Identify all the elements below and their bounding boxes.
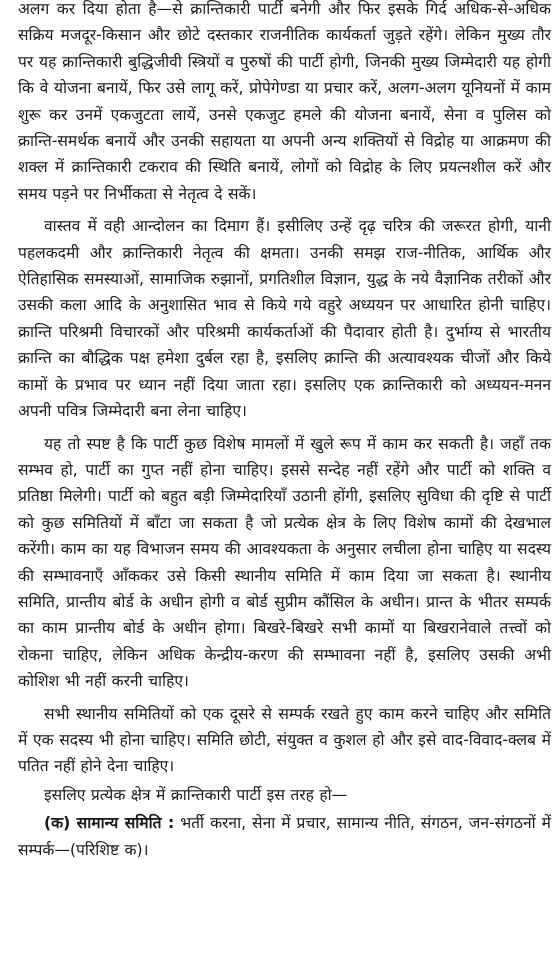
paragraph-local-committees: सभी स्थानीय समितियों को एक दूसरे से सम्पर्क रखते हुए काम करने चाहिए और समिति में एक सदस्य भी होना चाहिए। समिति छोटी, संयुक्त व कुशल हो और इसे वाद-विवाद-क्लब में पतित नहीं होने देना चाहिए। (18, 704, 551, 776)
list-item-label: (क) सामान्य समिति : (44, 814, 175, 833)
paragraph-list-intro: इसलिए प्रत्येक क्षेत्र में क्रान्तिकारी पार्टी इस तरह हो— (44, 785, 348, 804)
list-item-general-committee (18, 810, 551, 863)
paragraph-party-composition: अलग कर दिया होता है—से क्रान्तिकारी पार्टी बनेगी और फिर इसके गिर्द अधिक-से-अधिक सक्रिय मजदूर-किसान और छोटे दस्तकार राजनीतिक कार्यकर्ता जुड़ते रहेंगे। लेकिन मुख्य तौर पर यह क्रान्तिकारी बुद्धिजीवी स्त्रियों व पुरुषों की पार्टी होगी, जिनकी मुख्य जिम्मेदारी यह होगी कि वे योजना बनायें, फिर उसे लागू करें, प्रोपेगेण्डा या प्रचार करें, अलग-अलग यूनियनों में काम शुरू कर उनमें एकजुटता लायें, उनसे एकजुट हमले की योजना बनायें, सेना व पुलिस को क्रान्ति-समर्थक बनायें और उनकी सहायता या अपनी अन्य शक्तियों से विद्रोह या आक्रमण की शक्ल में क्रान्तिकारी टकराव की स्थिति बनायें, लोगों को विद्रोह के लिए प्रयत्नशील करें और समय पड़ने पर निर्भीकता से नेतृत्व दे सकें। (18, 0, 551, 203)
list-item-text: भर्ती करना, सेना में प्रचार, सामान्य नीति, संगठन, जन-संगठनों में सम्पर्क—(परिशिष्ट क)। (18, 814, 551, 859)
paragraph-party-committees: यह तो स्पष्ट है कि पार्टी कुछ विशेष मामलों में खुले रूप में काम कर सकती है। जहाँ तक सम्भव हो, पार्टी का गुप्त नहीं होना चाहिए। इससे सन्देह नहीं रहेंगे और पार्टी को शक्ति व प्रतिष्ठा मिलेगी। पार्टी को बहुत बड़ी जिम्मेदारियाँ उठानी होंगी, इसलिए सुविधा की दृष्टि से पार्टी को कुछ समितियों में बाँटा जा सकता है जो प्रत्येक क्षेत्र के लिए विशेष कामों की देखभाल करेंगी। काम का यह विभाजन समय की आवश्यकता के अनुसार लचीला होना चाहिए या सदस्य की सम्भावनाएँ आँककर उसे किसी स्थानीय समिति में काम दिया जा सकता है। स्थानीय समिति, प्रान्तीय बोर्ड के अधीन होगी व बोर्ड सुप्रीम कौंसिल के अधीन। प्रान्त के भीतर सम्पर्क का काम प्रान्तीय बोर्ड के अधीन होगा। बिखरे-बिखरे सभी कामों या बिखरानेवाले तत्त्वों को रोकना चाहिए, लेकिन अधिक केन्द्रीय-करण की सम्भावना नहीं है, इसलिए उसकी अभी कोशिश भी नहीं करनी चाहिए। (18, 434, 551, 691)
paragraph-brain-of-movement: वास्तव में वही आन्दोलन का दिमाग हैं। इसीलिए उन्हें दृढ़ चरित्र की जरूरत होगी, यानी पहलकदमी और क्रान्तिकारी नेतृत्व की क्षमता। उनकी समझ राज-नीतिक, आर्थिक और ऐतिहासिक समस्याओं, सामाजिक रुझानों, प्रगतिशील विज्ञान, युद्ध के नये वैज्ञानिक तरीकों और उसकी कला आदि के अनुशासित भाव से किये गये वहुरे अध्ययन पर आधारित होनी चाहिए। क्रान्ति परिश्रमी विचारकों और परिश्रमी कार्यकर्ताओं की पैदावार होती है। दुर्भाग्य से भारतीय क्रान्ति का बौद्धिक पक्ष हमेशा दुर्बल रहा है, इसलिए क्रान्ति की अत्यावश्यक चीजों और किये कामों के प्रभाव पर ध्यान नहीं दिया जाता रहा। इसलिए एक क्रान्तिकारी को अध्ययन-मनन अपनी पवित्र जिम्मेदारी बना लेना चाहिए। (18, 217, 551, 421)
